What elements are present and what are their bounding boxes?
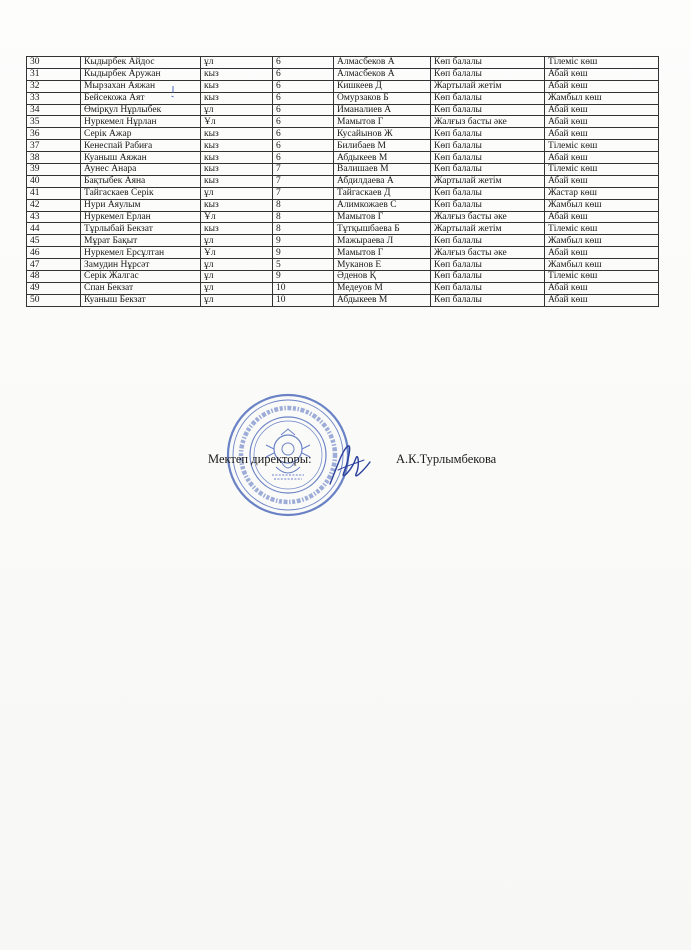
cell-gender: кыз [201,223,273,235]
cell-status: Жартылай жетім [431,80,545,92]
table-row [27,116,659,128]
cell-gender: кыз [201,128,273,140]
cell-address: Тілеміс көш [545,57,659,69]
cell-class: 9 [273,271,334,283]
cell-teacher: Мамытов Г [334,211,431,223]
cell-teacher: Мажыраева Л [334,235,431,247]
cell-name: Нури Аяулым [81,199,201,211]
table-row [27,247,659,259]
cell-num: 43 [27,211,81,223]
cell-teacher: Медеуов М [334,282,431,294]
pen-mark-icon [170,86,176,98]
cell-class: 6 [273,92,334,104]
cell-name: Спан Бекзат [81,282,201,294]
cell-num: 39 [27,164,81,176]
cell-status: Жартылай жетім [431,223,545,235]
cell-teacher: Алмасбеков А [334,57,431,69]
table-row [27,282,659,294]
table-row [27,128,659,140]
cell-class: 10 [273,282,334,294]
cell-class: 6 [273,68,334,80]
cell-num: 32 [27,80,81,92]
cell-num: 33 [27,92,81,104]
table-row [27,235,659,247]
cell-gender: кыз [201,140,273,152]
cell-address: Тілеміс көш [545,164,659,176]
cell-class: 7 [273,164,334,176]
cell-status: Жалғыз басты әке [431,247,545,259]
cell-name: Аунес Анара [81,164,201,176]
cell-address: Абай көш [545,211,659,223]
table-row [27,294,659,306]
cell-status: Көп балалы [431,282,545,294]
cell-name: Бақтыбек Аяна [81,175,201,187]
cell-teacher: Алмасбеков А [334,68,431,80]
table-row [27,92,659,104]
cell-address: Абай көш [545,152,659,164]
table-row [27,223,659,235]
cell-num: 50 [27,294,81,306]
cell-num: 47 [27,259,81,271]
cell-gender: Ұл [201,247,273,259]
cell-name: Кыдырбек Айдос [81,57,201,69]
table-row [27,104,659,116]
cell-gender: кыз [201,164,273,176]
cell-class: 6 [273,128,334,140]
cell-address: Абай көш [545,282,659,294]
cell-num: 34 [27,104,81,116]
table-row [27,164,659,176]
cell-gender: ұл [201,259,273,271]
table-row [27,80,659,92]
cell-address: Тілеміс көш [545,223,659,235]
cell-gender: кыз [201,80,273,92]
cell-class: 9 [273,235,334,247]
cell-name: Кыдырбек Аружан [81,68,201,80]
cell-name: Мырзахан Аяжан [81,80,201,92]
cell-teacher: Алимкожаев С [334,199,431,211]
cell-num: 40 [27,175,81,187]
cell-num: 45 [27,235,81,247]
table-row [27,175,659,187]
cell-class: 8 [273,211,334,223]
cell-teacher: Абдыкеев М [334,294,431,306]
cell-num: 41 [27,187,81,199]
cell-num: 49 [27,282,81,294]
cell-name: Замудин Нұрсәт [81,259,201,271]
cell-address: Тілеміс көш [545,271,659,283]
cell-gender: кыз [201,199,273,211]
cell-gender: ұл [201,282,273,294]
cell-num: 35 [27,116,81,128]
table-row [27,152,659,164]
cell-teacher: Абдыкеев М [334,152,431,164]
director-signature-icon [318,440,378,490]
cell-teacher: Әденов Қ [334,271,431,283]
cell-address: Абай көш [545,104,659,116]
cell-gender: кыз [201,68,273,80]
cell-name: Бейсекожа Аят [81,92,201,104]
cell-address: Абай көш [545,247,659,259]
cell-class: 6 [273,104,334,116]
cell-name: Нуркемел Ерсұлтан [81,247,201,259]
cell-address: Жамбыл көш [545,235,659,247]
cell-num: 30 [27,57,81,69]
cell-name: Серік Ажар [81,128,201,140]
cell-name: Куаныш Аяжан [81,152,201,164]
cell-name: Куаныш Бекзат [81,294,201,306]
cell-status: Көп балалы [431,104,545,116]
table-row [27,271,659,283]
table-row [27,68,659,80]
cell-status: Көп балалы [431,68,545,80]
cell-address: Абай көш [545,68,659,80]
cell-status: Жартылай жетім [431,175,545,187]
cell-num: 46 [27,247,81,259]
table-row [27,57,659,69]
cell-gender: ұл [201,271,273,283]
cell-gender: ұл [201,57,273,69]
cell-name: Серік Жалгас [81,271,201,283]
cell-teacher: Тайгаскаев Д [334,187,431,199]
cell-class: 9 [273,247,334,259]
cell-num: 48 [27,271,81,283]
cell-status: Көп балалы [431,187,545,199]
cell-teacher: Мамытов Г [334,116,431,128]
cell-status: Көп балалы [431,92,545,104]
cell-status: Көп балалы [431,199,545,211]
cell-gender: ұл [201,294,273,306]
cell-teacher: Кишкеев Д [334,80,431,92]
cell-status: Жалғыз басты әке [431,211,545,223]
cell-teacher: Билибаев М [334,140,431,152]
cell-num: 37 [27,140,81,152]
cell-teacher: Кусайынов Ж [334,128,431,140]
cell-address: Абай көш [545,175,659,187]
roster-body [27,57,659,307]
cell-status: Көп балалы [431,152,545,164]
cell-address: Тілеміс көш [545,140,659,152]
cell-num: 36 [27,128,81,140]
cell-teacher: Абдилдаева А [334,175,431,187]
table-row [27,199,659,211]
cell-gender: ұл [201,235,273,247]
student-roster-table [26,56,659,307]
cell-name: Нуркемел Ерлан [81,211,201,223]
director-name: А.К.Турлымбекова [396,452,497,466]
cell-address: Абай көш [545,128,659,140]
cell-class: 10 [273,294,334,306]
cell-teacher: Тұтқышбаева Б [334,223,431,235]
cell-status: Көп балалы [431,271,545,283]
cell-class: 6 [273,140,334,152]
cell-status: Жалғыз басты әке [431,116,545,128]
cell-status: Көп балалы [431,164,545,176]
cell-class: 6 [273,116,334,128]
cell-gender: ұл [201,187,273,199]
cell-class: 7 [273,187,334,199]
cell-class: 6 [273,80,334,92]
cell-class: 8 [273,199,334,211]
cell-name: Тұрлыбай Бекзат [81,223,201,235]
cell-gender: Ұл [201,116,273,128]
cell-teacher: Валишаев М [334,164,431,176]
cell-status: Көп балалы [431,235,545,247]
cell-address: Абай көш [545,80,659,92]
cell-name: Нуркемел Нұрлан [81,116,201,128]
cell-gender: ұл [201,104,273,116]
cell-gender: Ұл [201,211,273,223]
cell-name: Мұрат Бақыт [81,235,201,247]
cell-status: Көп балалы [431,140,545,152]
cell-gender: кыз [201,175,273,187]
cell-address: Жамбыл көш [545,92,659,104]
cell-name: Тайгаскаев Серік [81,187,201,199]
cell-status: Көп балалы [431,128,545,140]
table-row [27,259,659,271]
cell-teacher: Иманалиев А [334,104,431,116]
cell-gender: кыз [201,92,273,104]
cell-num: 42 [27,199,81,211]
cell-class: 7 [273,175,334,187]
cell-num: 44 [27,223,81,235]
table-row [27,211,659,223]
cell-num: 31 [27,68,81,80]
cell-status: Көп балалы [431,259,545,271]
table-row [27,140,659,152]
cell-name: Өмірқул Нұрлыбек [81,104,201,116]
cell-teacher: Муканов Е [334,259,431,271]
cell-teacher: Мамытов Г [334,247,431,259]
cell-num: 38 [27,152,81,164]
cell-name: Кенеспай Рабиға [81,140,201,152]
cell-address: Абай көш [545,294,659,306]
cell-class: 8 [273,223,334,235]
cell-class: 6 [273,57,334,69]
table-row [27,187,659,199]
cell-address: Жамбыл көш [545,199,659,211]
cell-class: 6 [273,152,334,164]
cell-address: Жамбыл көш [545,259,659,271]
cell-class: 5 [273,259,334,271]
cell-address: Жастар көш [545,187,659,199]
cell-status: Көп балалы [431,57,545,69]
cell-status: Көп балалы [431,294,545,306]
director-label: Мектеп директоры: [208,452,312,466]
cell-gender: кыз [201,152,273,164]
cell-address: Абай көш [545,116,659,128]
cell-teacher: Омурзаков Б [334,92,431,104]
